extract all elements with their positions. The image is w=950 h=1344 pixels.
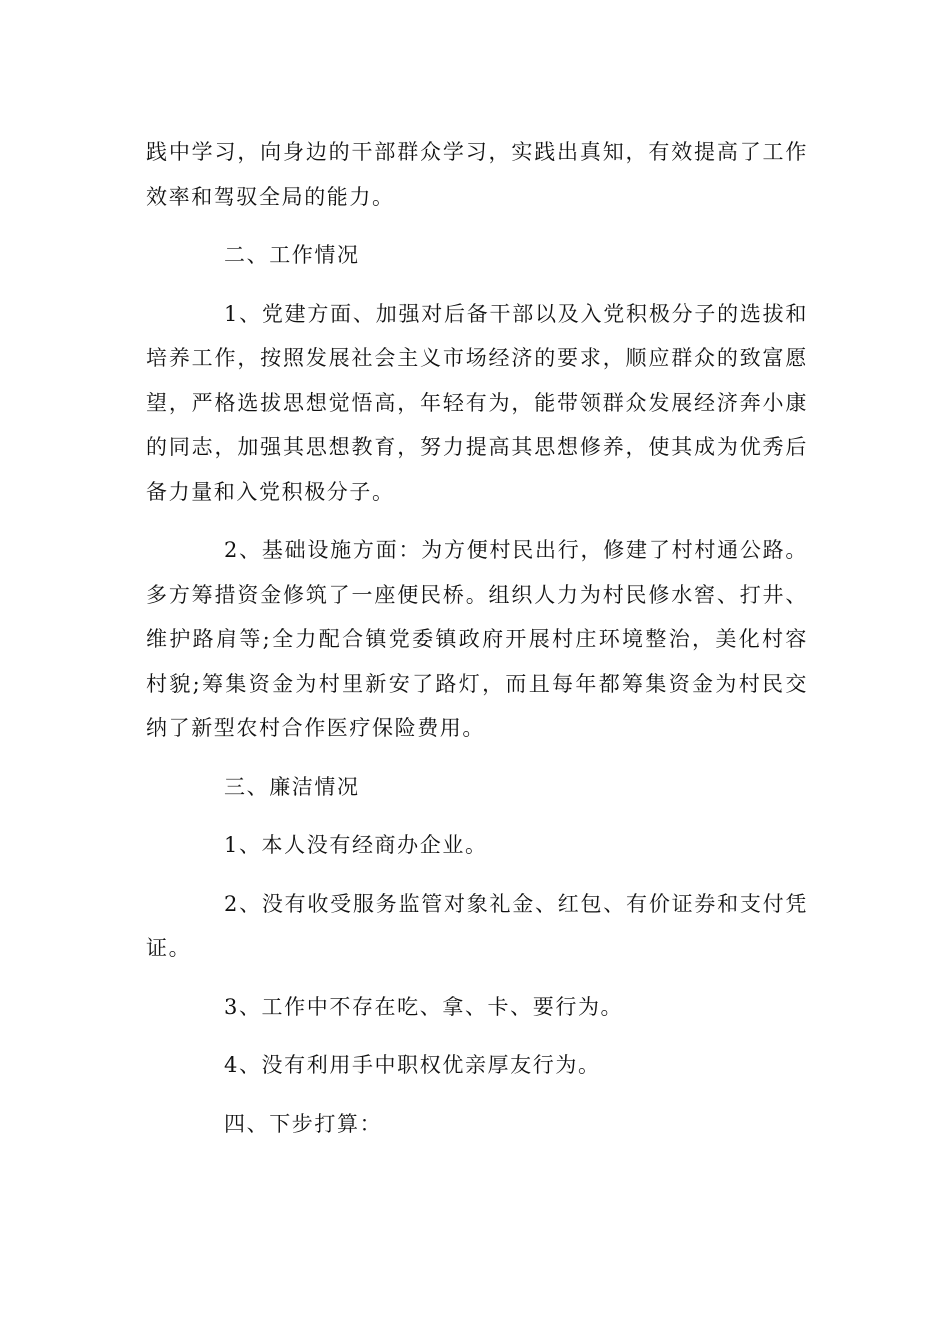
paragraph-integrity-item-2: 2、没有收受服务监管对象礼金、红包、有价证券和支付凭证。 (146, 891, 808, 960)
document-body (146, 130, 808, 1146)
paragraph-integrity-item-1: 1、本人没有经商办企业。 (224, 833, 488, 857)
section-heading-integrity: 三、廉洁情况 (224, 774, 360, 799)
section-heading-work-status: 二、工作情况 (224, 243, 360, 267)
paragraph-continuation: 践中学习，向身边的干部群众学习，实践出真知，有效提高了工作效率和驾驭全局的能力。 (146, 140, 808, 209)
paragraph-integrity-item-3: 3、工作中不存在吃、拿、卡、要行为。 (224, 994, 624, 1019)
paragraph-integrity-item-4: 4、没有利用手中职权优亲厚友行为。 (224, 1053, 601, 1077)
paragraph-party-building: 1、党建方面、加强对后备干部以及入党积极分子的选拔和培养工作，按照发展社会主义市场经济的要求，顺应群众的致富愿望，严格选拔思想觉悟高，年轻有为，能带领群众发展经济奔小康的同志，加强其思想教育，努力提高其思想修养，使其成为优秀后备力量和入党积极分子。 (146, 301, 808, 504)
section-heading-next-steps: 四、下步打算： (224, 1111, 383, 1136)
paragraph-infrastructure: 2、基础设施方面：为方便村民出行，修建了村村通公路。多方筹措资金修筑了一座便民桥。组织人力为村民修水窖、打井、维护路肩等;全力配合镇党委镇政府开展村庄环境整治，美化村容村貌;筹集资金为村里新安了路灯，而且每年都筹集资金为村民交纳了新型农村合作医疗保险费用。 (146, 538, 808, 740)
